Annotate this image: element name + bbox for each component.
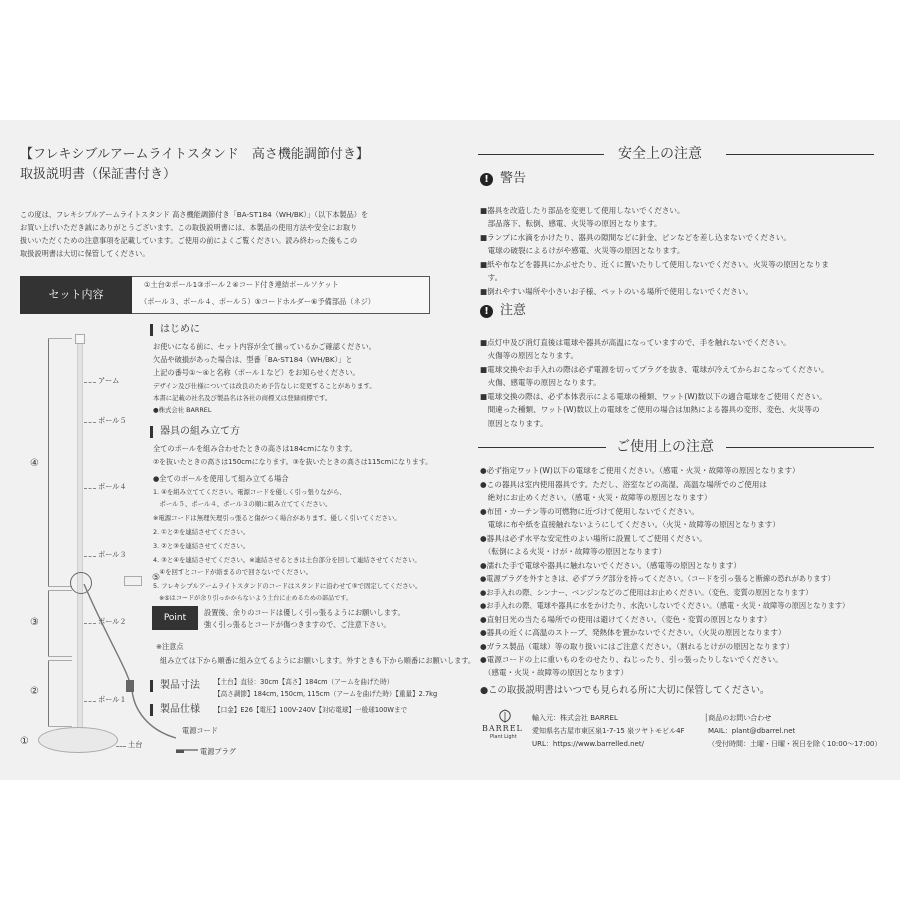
title-rule <box>478 447 606 448</box>
warning-icon: ! <box>480 173 493 186</box>
warning-item: ■器具を改造したり部品を変更して使用しないでください。 <box>480 206 685 215</box>
caution-heading: 注意 <box>500 303 527 318</box>
set-contents-label: セット内容 <box>20 276 132 314</box>
warning-item: 部品落下、転倒、感電、火災等の原因となります。 <box>480 219 662 228</box>
assembly-line: 4. ③と④を連結させてください。※連結させるときは土台部分を回して連結させてください。 <box>153 556 421 564</box>
warning-heading: 警告 <box>500 171 527 186</box>
point-line: 設置後、余りのコードは優しく引っ張るようにお願いします。 <box>204 608 405 617</box>
assembly-line: ④を回すとコードが絡まるので回さないでください。 <box>153 568 313 576</box>
number-3: ③ <box>30 617 39 628</box>
bracket-line <box>48 660 49 726</box>
assembly-line: 3. ②と③を連結させてください。 <box>153 542 250 550</box>
hajimeni-line: 欠品や破損があった場合は、型番「BA-ST184（WH/BK）」と <box>153 355 353 364</box>
label-base: 土台 <box>128 740 143 749</box>
number-1: ① <box>20 736 29 747</box>
leaf-logo-icon <box>494 708 516 722</box>
title-line-2: 取扱説明書（保証書付き） <box>20 167 177 182</box>
hajimeni-line: 本書に記載の社名及び製品名は各社の商標又は登録商標です。 <box>153 394 332 402</box>
assembly-line: ※電源コードは無理矢理引っ張ると傷がつく場合があります。優しく引いてください。 <box>153 514 401 522</box>
assembly-line: 全てのポールを組み合わせたときの高さは184cmになります。 <box>153 444 357 453</box>
set-contents-line: （ポール３、ポール４、ポール５）⑤コードホルダー⑥予備部品（ネジ） <box>140 297 375 306</box>
usage-item: ●濡れた手で電球や器具に触れないでください。（感電等の原因となります） <box>480 561 742 570</box>
assembly-line: 1. ④を組み立ててください。電源コードを優しく引っ張りながら、 <box>153 488 346 496</box>
intro-line: この度は、フレキシブルアームライトスタンド 高さ機能調節付き「BA-ST184（WH/BK）」（以下本製品）を <box>20 210 369 219</box>
label-pole-1: ポール１ <box>98 695 127 704</box>
leader-line <box>84 382 96 383</box>
power-cord-drawing <box>78 580 198 760</box>
plug-icon <box>176 750 184 753</box>
usage-item: （転倒による火災・けが・故障等の原因となります） <box>480 547 667 556</box>
assembly-line: ②を抜いたときの高さは150cmになります。③を抜いたときの高さは115cmになります。 <box>153 458 433 466</box>
contact-mail[interactable]: MAIL：plant@dbarrel.net <box>708 727 796 735</box>
title-rule <box>726 447 874 448</box>
caution-icon: ! <box>480 305 493 318</box>
hajimeni-line: デザイン及び仕様については改良のため予告なしに変更することがあります。 <box>153 382 376 390</box>
instruction-sheet <box>0 120 900 780</box>
usage-item: ●器具は必ず水平な安定性のよい場所に設置してご使用ください。 <box>480 534 707 543</box>
dimensions-line: 【土台】直径：30cm【高さ】184cm（アームを曲げた時） <box>214 678 394 686</box>
title-rule <box>478 154 604 155</box>
note-heading: ※注意点 <box>156 642 184 651</box>
usage-item: ●お手入れの際、シンナー、ベンジンなどのご使用はお止めください。（変色、変質の原因となります） <box>480 588 813 597</box>
set-contents-line: ①土台②ポール1③ポール２④コード付き連結ポールソケット <box>144 280 339 289</box>
number-5: ⑤ <box>152 573 161 583</box>
caution-item: 火傷等の原因となります。 <box>480 351 579 360</box>
assembly-line: ※⑤はコードが余り引っかからないよう土台に止めるための部品です。 <box>153 595 352 602</box>
bracket-tick <box>48 656 72 657</box>
intro-line: 扱いいただくための注意事項を記載しています。ご使用の前によくご覧ください。読み終わった後もこの <box>20 236 358 245</box>
usage-title: ご使用上の注意 <box>616 439 714 455</box>
bracket-tick <box>48 726 72 727</box>
address: 愛知県名古屋市東区泉1-7-15 泉ツヤトモビル4F <box>532 727 685 735</box>
leader-line <box>84 488 96 489</box>
bracket-tick <box>48 586 72 587</box>
leader-line <box>84 556 96 557</box>
usage-item: ●布団・カーテン等の可燃物に近づけて使用しないでください。 <box>480 507 699 516</box>
caution-item: ■点灯中及び消灯直後は電球や器具が高温になっていますので、手を触れないでください。 <box>480 338 791 347</box>
importer: 輸入元：株式会社 BARREL <box>532 714 618 722</box>
leader-line <box>84 422 96 423</box>
hajimeni-line: 上記の番号①～④と名称（ポール１など）をお知らせください。 <box>153 368 360 377</box>
caution-item: 火傷、感電等の原因となります。 <box>480 378 601 387</box>
label-arm: アーム <box>98 376 120 385</box>
usage-item: ●直射日光の当たる場所での使用は避けてください。（変色・変質の原因となります） <box>480 615 772 624</box>
point-label: Point <box>152 606 198 630</box>
warning-item: ■紙や布などを器具にかぶせたり、近くに置いたりして使用しないでください。火災等の原因となりま <box>480 260 829 269</box>
section-marker <box>150 426 153 438</box>
label-pole-4: ポール４ <box>98 482 127 491</box>
usage-item: （感電・火災・故障等の原因となります） <box>480 668 629 677</box>
bracket-tick <box>48 590 72 591</box>
dimensions-line: 【高さ調節】184cm, 150cm, 115cm（アームを曲げた時）【重量】2.7kg <box>214 690 438 698</box>
dimensions-heading: 製品寸法 <box>160 680 200 691</box>
hajimeni-company: ●株式会社 BARREL <box>153 406 212 414</box>
bracket-line <box>48 590 49 656</box>
assembly-line: 2. ①と②を連結させてください。 <box>153 528 250 536</box>
warning-item: ■倒れやすい場所や小さいお子様、ペットのいる場所で使用しないでください。 <box>480 287 753 296</box>
title-line-1: 【フレキシブルアームライトスタンド 高さ機能調節付き】 <box>20 147 369 162</box>
usage-item: ●ガラス製品（電球）等の取り扱いにはご注意ください。（割れるとけがの原因となります） <box>480 642 794 651</box>
contact-heading: │商品のお問い合わせ <box>704 714 772 722</box>
usage-item: ●電源プラグを外すときは、必ずプラグ部分を持ってください。（コードを引っ張ると断線の恐れがあります） <box>480 574 835 583</box>
safety-title: 安全上の注意 <box>618 146 702 162</box>
usage-item: ●器具の近くに高温のストーブ、発熱体を置かないでください。（火災の原因となります） <box>480 628 786 637</box>
label-pole-3: ポール３ <box>98 550 127 559</box>
lamp-head <box>75 334 85 344</box>
caution-item: ■電球交換やお手入れの際は必ず電源を切ってプラグを抜き、電球が冷えてからおこなってください。 <box>480 365 829 374</box>
assembly-line: ●全てのポールを使用して組み立てる場合 <box>153 474 289 483</box>
hajimeni-heading: はじめに <box>160 324 200 335</box>
number-2: ② <box>30 686 39 697</box>
hajimeni-line: お使いになる前に、セット内容が全て揃っているかご確認ください。 <box>153 342 376 351</box>
caution-item: ■電球交換の際は、必ず本体表示による電球の種類、ワット(W)数以下の適合電球をご使用ください。 <box>480 392 827 401</box>
brand-logo-subtext: Plant Light <box>490 734 517 740</box>
assembly-line: ポール５、ポール４、ポール３の順に組み立ててください。 <box>153 500 332 508</box>
usage-item: ●電源コードの上に重いものをのせたり、ねじったり、引っ張ったりしないでください。 <box>480 655 783 664</box>
section-marker <box>150 324 153 336</box>
label-power-cord: 電源コード <box>182 726 218 735</box>
note-line: 組み立ては下から順番に組み立てるようにお願いします。外すときも下から順番にお願いします。 <box>160 656 476 665</box>
usage-item: ●お手入れの際、電球や器具に水をかけたり、水洗いしないでください。（感電・火災・故障等の原因となります） <box>480 601 850 610</box>
brand-logo-text: BARREL <box>482 724 523 733</box>
spec-line: 【口金】E26【電圧】100V-240V【対応電球】一般球100Wまで <box>214 706 408 714</box>
title-rule <box>726 154 874 155</box>
point-line: 強く引っ張るとコードが傷つきますので、ご注意下さい。 <box>204 620 391 629</box>
label-pole-5: ポール５ <box>98 416 127 425</box>
warning-item: 電球の破裂によるけがや感電、火災等の原因となります。 <box>480 246 685 255</box>
usage-item: 絶対にお止めください。（感電・火災・故障等の原因となります） <box>480 493 712 502</box>
caution-item: 原因となります。 <box>480 419 548 428</box>
assembly-line: 5. フレキシブルアームライトスタンドのコードはスタンドに沿わせて⑤で固定してください。 <box>153 582 422 590</box>
warning-item: ■ランプに水滴をかけたり、器具の隙間などに針金、ピンなどを差し込まないでください。 <box>480 233 791 242</box>
bracket-tick <box>48 660 72 661</box>
usage-item: ●この器具は室内使用器具です。ただし、浴室などの高湿、高温な場所でのご使用は <box>480 480 767 489</box>
intro-line: お買い上げいただき誠にありがとうございます。この取扱説明書には、本製品の使用方法や安全にお取り <box>20 223 358 232</box>
usage-item: 電球に布や紙を直接触れないようにしてください。（火災・故障等の原因となります） <box>480 520 780 529</box>
number-4: ④ <box>30 458 39 469</box>
usage-item: ●必ず指定ワット(W)以下の電球をご使用ください。（感電・火災・故障等の原因となります） <box>480 466 800 475</box>
label-pole-2: ポール２ <box>98 617 127 626</box>
warning-item: す。 <box>480 273 503 282</box>
label-power-plug: 電源プラグ <box>200 747 236 756</box>
bracket-tick <box>48 338 72 339</box>
assembly-heading: 器具の組み立て方 <box>160 426 240 437</box>
intro-line: 取扱説明書は大切に保管してください。 <box>20 249 150 258</box>
caution-item: 間違った種類、ワット(W)数以上の電球をご使用の場合は加熱による器具の変形、変色、火災等の <box>480 405 820 414</box>
contact-hours: （受付時間：土曜・日曜・祝日を除く10:00～17:00） <box>708 740 882 748</box>
keep-manual-note: ●この取扱説明書はいつでも見られる所に大切に保管してください。 <box>480 685 770 696</box>
spec-heading: 製品仕様 <box>160 704 200 715</box>
website-link[interactable]: URL：https://www.barrelled.net/ <box>532 740 644 748</box>
bracket-line <box>48 338 49 586</box>
